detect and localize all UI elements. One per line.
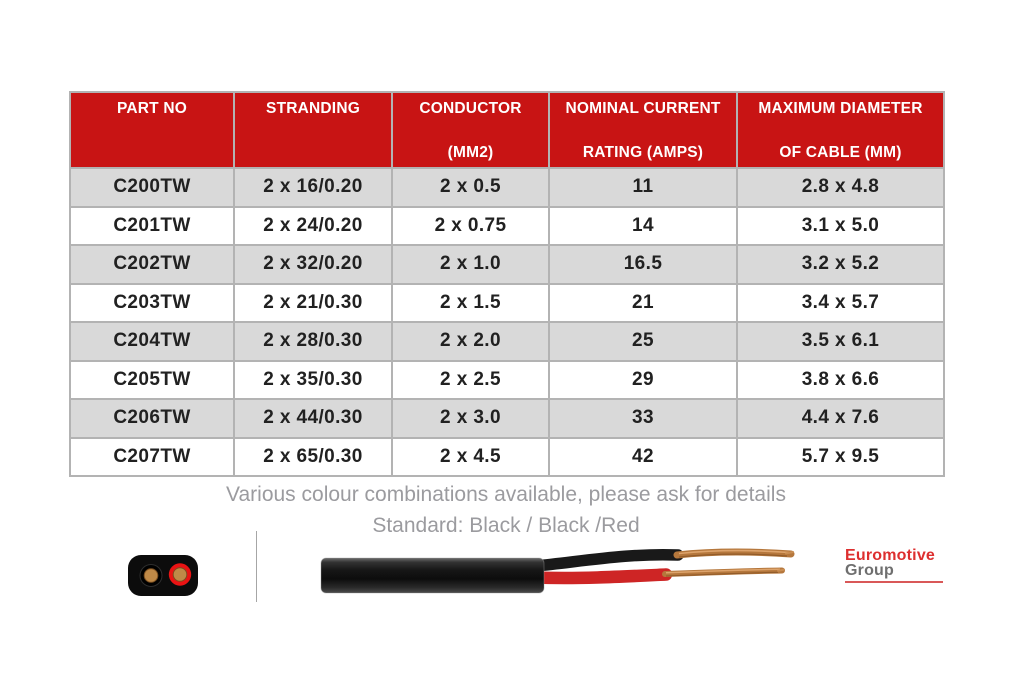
notes-block — [69, 479, 943, 541]
cell-current-rating: 14 — [549, 207, 737, 246]
cell-part-no: C200TW — [70, 168, 234, 207]
cell-stranding: 2 x 32/0.20 — [234, 245, 392, 284]
cell-max-diameter: 3.8 x 6.6 — [737, 361, 944, 400]
cell-stranding: 2 x 44/0.30 — [234, 399, 392, 438]
cell-stranding: 2 x 28/0.30 — [234, 322, 392, 361]
header-line2: OF CABLE (MM) — [779, 144, 902, 161]
cable-photo — [300, 535, 810, 610]
header-line1: STRANDING — [266, 100, 360, 117]
cell-max-diameter: 3.5 x 6.1 — [737, 322, 944, 361]
spec-table — [69, 91, 945, 477]
table-header-row — [70, 92, 944, 168]
logo-euromotive — [845, 549, 945, 583]
header-line1: CONDUCTOR — [419, 100, 522, 117]
cell-max-diameter: 3.1 x 5.0 — [737, 207, 944, 246]
cell-part-no: C207TW — [70, 438, 234, 477]
col-header-conductor — [392, 92, 549, 168]
cell-current-rating: 25 — [549, 322, 737, 361]
cell-stranding: 2 x 65/0.30 — [234, 438, 392, 477]
cell-conductor: 2 x 2.0 — [392, 322, 549, 361]
table-row — [70, 361, 944, 400]
cell-current-rating: 11 — [549, 168, 737, 207]
note-colour-combinations: Various colour combinations available, please ask for details — [226, 483, 786, 506]
cell-max-diameter: 3.2 x 5.2 — [737, 245, 944, 284]
header-line2: RATING (AMPS) — [582, 144, 704, 161]
col-header-stranding — [234, 92, 392, 168]
cell-max-diameter: 5.7 x 9.5 — [737, 438, 944, 477]
cell-conductor: 2 x 1.5 — [392, 284, 549, 323]
cell-part-no: C206TW — [70, 399, 234, 438]
header-line1: PART NO — [117, 100, 187, 117]
col-header-max-diameter — [737, 92, 944, 168]
cable-cross-section-icon — [124, 550, 204, 600]
table-row — [70, 438, 944, 477]
cell-stranding: 2 x 16/0.20 — [234, 168, 392, 207]
logo-line-group: Group — [845, 562, 894, 579]
cell-conductor: 2 x 0.75 — [392, 207, 549, 246]
cell-max-diameter: 4.4 x 7.6 — [737, 399, 944, 438]
cell-conductor: 2 x 4.5 — [392, 438, 549, 477]
logo-underline — [845, 581, 943, 583]
header-line2: (MM2) — [447, 144, 494, 161]
table-row — [70, 207, 944, 246]
cell-part-no: C202TW — [70, 245, 234, 284]
cell-current-rating: 21 — [549, 284, 737, 323]
cell-conductor: 2 x 0.5 — [392, 168, 549, 207]
cell-stranding: 2 x 21/0.30 — [234, 284, 392, 323]
col-header-current-rating — [549, 92, 737, 168]
header-line1: NOMINAL CURRENT — [565, 100, 721, 117]
header-line2 — [237, 145, 389, 161]
cell-part-no: C201TW — [70, 207, 234, 246]
cell-current-rating: 29 — [549, 361, 737, 400]
cell-current-rating: 33 — [549, 399, 737, 438]
table-row — [70, 245, 944, 284]
header-line2 — [73, 145, 231, 161]
cell-current-rating: 42 — [549, 438, 737, 477]
cell-current-rating: 16.5 — [549, 245, 737, 284]
table-row — [70, 168, 944, 207]
cell-max-diameter: 2.8 x 4.8 — [737, 168, 944, 207]
logo-line-euromotive: Euromotive — [845, 547, 936, 564]
cell-part-no: C203TW — [70, 284, 234, 323]
divider-line — [256, 531, 257, 602]
cell-conductor: 2 x 3.0 — [392, 399, 549, 438]
cell-part-no: C204TW — [70, 322, 234, 361]
note-standard-colours: Standard: Black / Black /Red — [372, 514, 640, 537]
cell-conductor: 2 x 1.0 — [392, 245, 549, 284]
col-header-part-no — [70, 92, 234, 168]
table-row — [70, 322, 944, 361]
cell-stranding: 2 x 35/0.30 — [234, 361, 392, 400]
cell-part-no: C205TW — [70, 361, 234, 400]
cell-stranding: 2 x 24/0.20 — [234, 207, 392, 246]
cell-max-diameter: 3.4 x 5.7 — [737, 284, 944, 323]
header-line1: MAXIMUM DIAMETER — [758, 100, 923, 117]
table-row — [70, 284, 944, 323]
cell-conductor: 2 x 2.5 — [392, 361, 549, 400]
table-row — [70, 399, 944, 438]
